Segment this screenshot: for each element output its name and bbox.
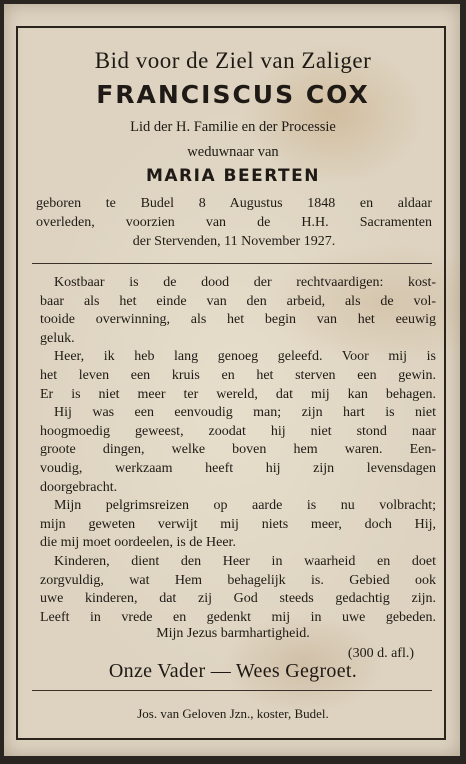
prayer-line: Hij was een eenvoudig man; zijn hart is niet [54, 405, 436, 421]
prayer-line: zorgvuldig, wat Hem behagelijk is. Gebied ook [40, 572, 436, 588]
membership-line: Lid der H. Familie en der Processie [130, 119, 336, 135]
bio-line: geboren te Budel 8 Augustus 1848 en aldaar [36, 196, 432, 211]
prayer-text [40, 274, 436, 627]
intro-line: Bid voor de Ziel van Zaliger [94, 48, 372, 73]
memorial-card [4, 4, 460, 756]
divider [32, 263, 432, 264]
bio-line: der Stervenden, 11 November 1927. [132, 234, 336, 249]
prayer-line: Er is niet meer ter wereld, dat mij kan behagen. [40, 386, 436, 402]
prayer-line: hoogmoedig geweest, zoodat hij niet stond naar [40, 423, 436, 439]
prayer-line: geluk. [40, 330, 75, 346]
bio-line: overleden, voorzien van de H.H. Sacramenten [36, 215, 432, 230]
prayers-line: Onze Vader — Wees Gegroet. [108, 660, 358, 682]
prayer-line: Leeft in vrede en gedenkt mij in uwe gebeden. [40, 609, 436, 625]
prayer-line: Mijn pelgrimsreizen op aarde is nu volbracht; [54, 498, 436, 514]
prayer-line: uwe kinderen, dat zij God steeds gedachtig zijn. [40, 591, 436, 607]
prayer-line: groote dingen, welke boven hem waren. Een- [40, 442, 436, 458]
deceased-name: FRANCISCUS COX [96, 80, 370, 109]
prayer-line: doorgebracht. [40, 479, 118, 495]
divider [32, 690, 432, 691]
printer-line: Jos. van Geloven Jzn., koster, Budel. [137, 706, 329, 721]
widower-line: weduwnaar van [187, 144, 279, 160]
prayer-line: het leven een kruis en het sterven een gewin. [40, 367, 436, 383]
card-border-frame [16, 26, 446, 740]
spouse-name: MARIA BEERTEN [145, 166, 320, 186]
ejaculation-line: Mijn Jezus barmhartigheid. [156, 626, 310, 641]
indulgence-note: (300 d. afl.) [347, 646, 414, 661]
prayer-line: tooide overwinning, als het begin van het eeuwig [40, 312, 436, 328]
prayer-line: Heer, ik heb lang genoeg geleefd. Voor mij is [54, 349, 436, 365]
prayer-line: baar als het einde van den arbeid, als de vol- [40, 293, 436, 309]
prayer-line: die mij moet oordeelen, is de Heer. [40, 535, 236, 551]
prayer-line: Kinderen, dient den Heer in waarheid en doet [54, 553, 436, 569]
prayer-line: Kostbaar is de dood der rechtvaardigen: kost- [54, 275, 436, 290]
prayer-line: voudig, werkzaam heeft hij zijn levensdagen [40, 460, 436, 476]
prayer-line: mijn geweten verwijt mij niets meer, doch Hij, [40, 516, 436, 532]
